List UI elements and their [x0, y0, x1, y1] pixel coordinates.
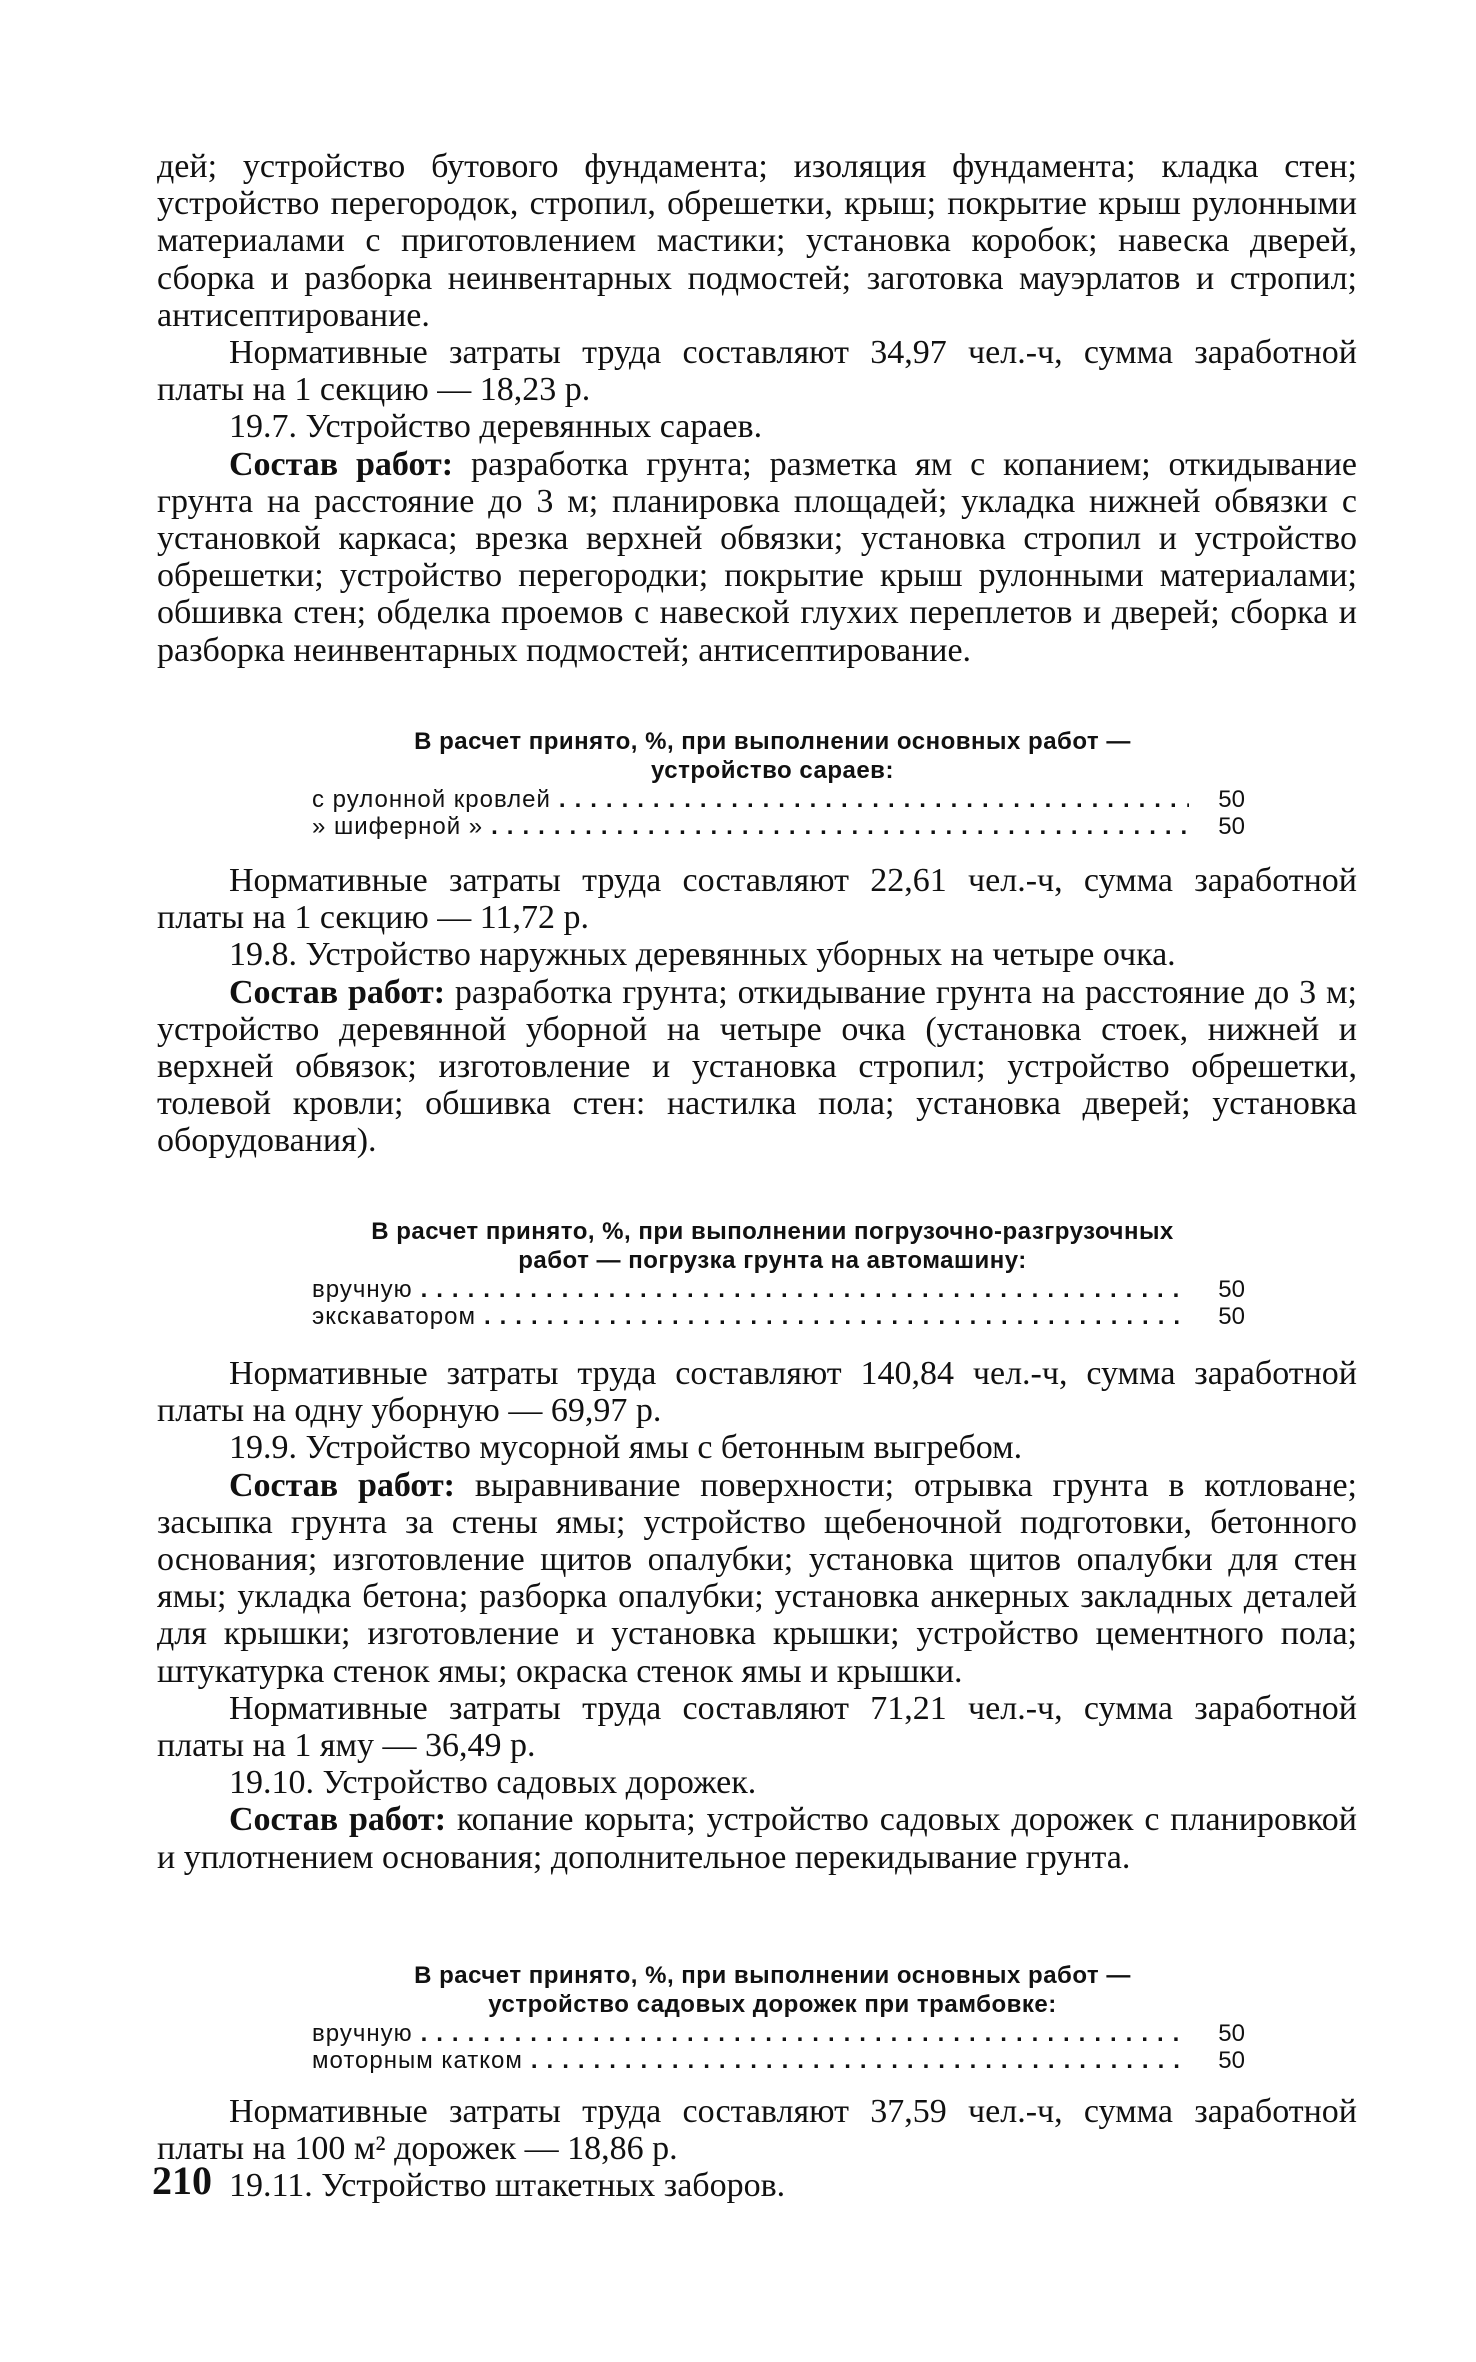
row-label: моторным катком — [312, 2047, 523, 2074]
section-heading-19-7: 19.7. Устройство деревянных сараев. — [229, 408, 763, 446]
section-heading-19-10: 19.10. Устройство садовых дорожек. — [229, 1764, 757, 1802]
paragraph-continuation: дей; устройство бутового фундамента; изоляция фундамента; кладка стен; устройство перегородок, стропил, обрешетки, крыш; покрытие крыш рулонными материалами с приготовлением мастики; установка коробок; навеска дверей, сборка и разборка неинвентарных подмостей; заготовка мауэрлатов и стропил; антисептирование. — [157, 148, 1357, 334]
table-title-line: устройство садовых дорожек при трамбовке: — [488, 1991, 1057, 2018]
text-section-4 — [157, 2093, 1357, 2205]
labor-cost-paragraph-3: Нормативные затраты труда составляют 140,84 чел.-ч, сумма заработной платы на одну уборную — 69,97 р. — [157, 1355, 1357, 1430]
percentage-table-sheds — [300, 728, 1245, 840]
table-title-line: В расчет принято, %, при выполнении основных работ — — [414, 728, 1131, 755]
text-section-2 — [157, 862, 1357, 1160]
labor-cost-paragraph-4: Нормативные затраты труда составляют 71,21 чел.-ч, сумма заработной платы на 1 яму — 36,49 р. — [157, 1689, 1357, 1765]
row-value: 50 — [1218, 2047, 1245, 2074]
work-composition-label: Состав работ: — [229, 445, 454, 483]
row-value: 50 — [1218, 813, 1245, 840]
table-title-line: работ — погрузка грунта на автомашину: — [518, 1247, 1027, 1274]
row-value: 50 — [1218, 2020, 1245, 2047]
work-composition-text: выравнивание поверхности; отрывка грунта в котловане; засыпка грунта за стены ямы; устройство щебеночной подготовки, бетонного основания; изготовление щитов опалубки; установка щитов опалубки для стен ямы; укладка бетона; разборка опалубки; установка анкерных закладных деталей для крышки; изготовление и установка крышки; устройство цементного пола; штукатурка стенок ямы; окраска стенок ямы и крышки. — [157, 1466, 1357, 1690]
row-value: 50 — [1218, 1276, 1245, 1303]
dot-leader — [551, 786, 1189, 813]
dot-leader — [483, 813, 1189, 840]
work-composition-19-10 — [157, 1801, 1357, 1875]
work-composition-label: Состав работ: — [229, 1801, 447, 1839]
table-title-line: В расчет принято, %, при выполнении погрузочно-разгрузочных — [371, 1218, 1174, 1245]
dot-leader — [476, 1303, 1189, 1330]
dot-leader — [523, 2047, 1189, 2074]
work-composition-19-9 — [157, 1467, 1357, 1690]
row-value: 50 — [1218, 1303, 1245, 1330]
table-row — [312, 813, 1245, 840]
table-row — [312, 1303, 1245, 1330]
table-title-line: В расчет принято, %, при выполнении основных работ — — [414, 1962, 1131, 1989]
section-heading-19-8: 19.8. Устройство наружных деревянных уборных на четыре очка. — [229, 936, 1176, 974]
section-heading-19-9: 19.9. Устройство мусорной ямы с бетонным выгребом. — [229, 1429, 1023, 1467]
table-row — [312, 2020, 1245, 2047]
labor-cost-paragraph-1: Нормативные затраты труда составляют 34,97 чел.-ч, сумма заработной платы на 1 секцию — 18,23 р. — [157, 334, 1357, 409]
work-composition-text: разработка грунта; разметка ям с копанием; откидывание грунта на расстояние до 3 м; планировка площадей; укладка нижней обвязки с установкой каркаса; врезка верхней обвязки; установка стропил и устройство обрешетки; устройство перегородки; покрытие крыш рулонными материалами; обшивка стен; обделка проемов с навеской глухих переплетов и дверей; сборка и разборка неинвентарных подмостей; антисептирование. — [157, 445, 1357, 669]
percentage-table-paths — [300, 1962, 1245, 2074]
text-section-1 — [157, 148, 1357, 669]
row-label: вручную — [312, 2020, 413, 2047]
work-composition-text: разработка грунта; откидывание грунта на расстояние до 3 м; устройство деревянной уборной на четыре очка (установка стоек, нижней и верхней обвязок; изготовление и установка стропил; устройство обрешетки, толевой кровли; обшивка стен: настилка пола; установка дверей; установка оборудования). — [157, 973, 1357, 1160]
row-label: вручную — [312, 1276, 413, 1303]
work-composition-label: Состав работ: — [229, 1466, 455, 1504]
work-composition-19-8 — [157, 974, 1357, 1160]
percentage-table-loading — [300, 1218, 1245, 1330]
dot-leader — [413, 2020, 1189, 2047]
row-label: экскаватором — [312, 1303, 476, 1330]
labor-cost-paragraph-2: Нормативные затраты труда составляют 22,61 чел.-ч, сумма заработной платы на 1 секцию — 11,72 р. — [157, 862, 1357, 937]
row-value: 50 — [1218, 786, 1245, 813]
table-row — [312, 786, 1245, 813]
text-section-3 — [157, 1355, 1357, 1876]
table-row — [312, 2047, 1245, 2074]
dot-leader — [413, 1276, 1189, 1303]
row-label: с рулонной кровлей — [312, 786, 551, 813]
work-composition-text: копание корыта; устройство садовых дорожек с планировкой и уплотнением основания; дополнительное перекидывание грунта. — [157, 1801, 1357, 1876]
table-row — [312, 1276, 1245, 1303]
table-title-line: устройство сараев: — [651, 757, 894, 784]
row-label: » шиферной » — [312, 813, 484, 840]
work-composition-19-7 — [157, 446, 1357, 669]
work-composition-label: Состав работ: — [229, 973, 446, 1011]
labor-cost-paragraph-5: Нормативные затраты труда составляют 37,59 чел.-ч, сумма заработной платы на 100 м² дорожек — 18,86 р. — [157, 2093, 1357, 2168]
section-heading-19-11: 19.11. Устройство штакетных заборов. — [229, 2167, 786, 2205]
page-number: 210 — [152, 2158, 212, 2203]
